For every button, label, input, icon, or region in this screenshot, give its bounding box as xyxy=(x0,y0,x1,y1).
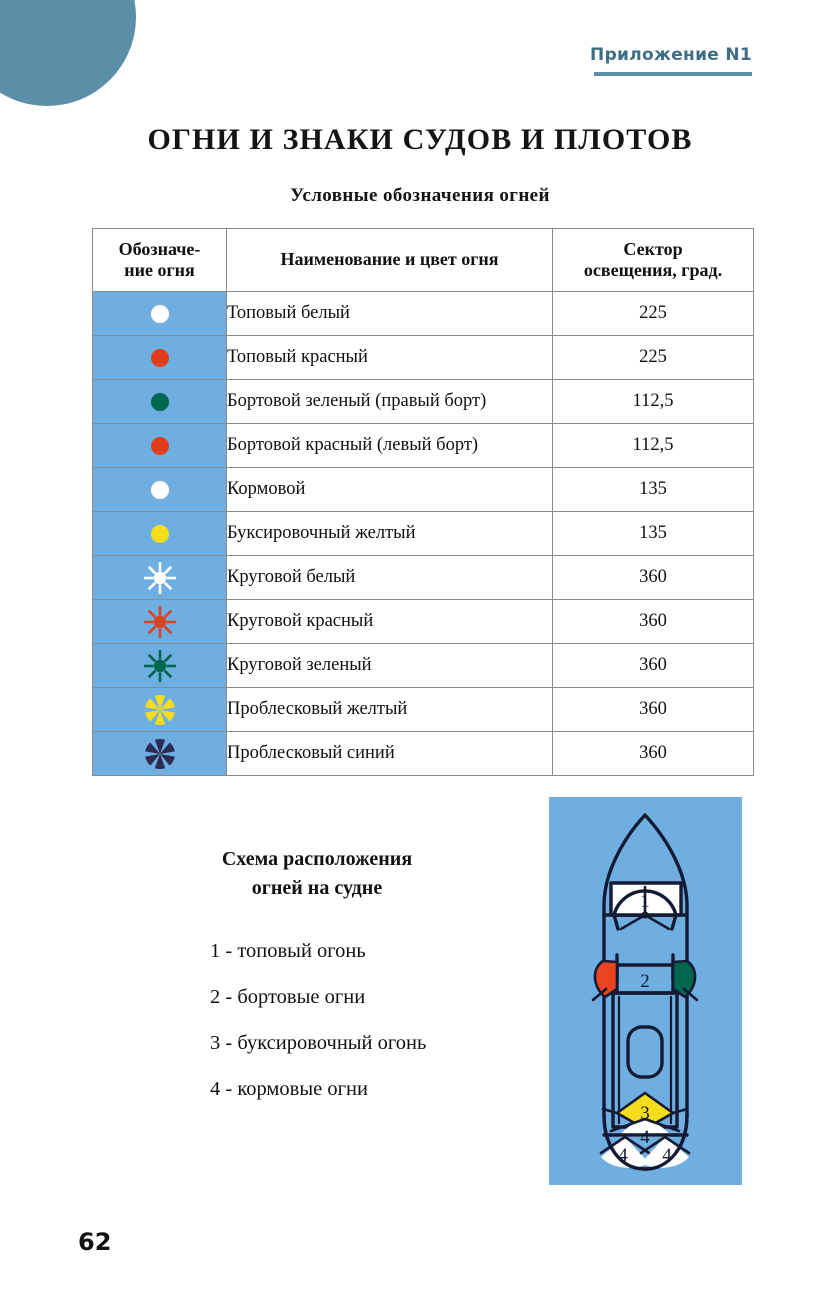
column-header-sector-line2: освещения, град. xyxy=(583,260,723,280)
cell-light-symbol xyxy=(93,732,227,776)
cell-light-sector: 135 xyxy=(553,512,754,556)
dot-light-icon xyxy=(143,297,177,331)
table-row xyxy=(93,512,754,556)
dot-light-icon xyxy=(143,473,177,507)
dot-light-icon xyxy=(143,517,177,551)
starburst-light-icon xyxy=(143,649,177,683)
light-symbol-wrapper xyxy=(143,737,177,771)
light-symbol-wrapper xyxy=(143,473,177,507)
lights-legend-table xyxy=(92,228,754,776)
table-row xyxy=(93,732,754,776)
diagram-label-stern-right: 4 xyxy=(662,1145,672,1166)
cell-light-symbol xyxy=(93,424,227,468)
column-header-name: Наименование и цвет огня xyxy=(227,229,553,292)
cell-light-symbol xyxy=(93,512,227,556)
cell-light-name: Буксировочный желтый xyxy=(227,512,553,556)
cell-light-symbol xyxy=(93,556,227,600)
light-symbol-wrapper xyxy=(143,341,177,375)
cell-light-sector: 360 xyxy=(553,600,754,644)
page-number: 62 xyxy=(78,1228,112,1256)
light-symbol-wrapper xyxy=(143,561,177,595)
masthead-light-point xyxy=(641,911,648,918)
cell-light-name: Круговой красный xyxy=(227,600,553,644)
cell-light-symbol xyxy=(93,468,227,512)
table-row xyxy=(93,380,754,424)
table-row xyxy=(93,336,754,380)
cell-light-sector: 360 xyxy=(553,732,754,776)
light-symbol-wrapper xyxy=(143,429,177,463)
ship-diagram-panel xyxy=(549,797,742,1185)
appendix-label: Приложение N1 xyxy=(590,45,752,65)
cell-light-sector: 135 xyxy=(553,468,754,512)
column-header-symbol xyxy=(93,229,227,292)
cell-light-name: Бортовой красный (левый борт) xyxy=(227,424,553,468)
light-symbol-wrapper xyxy=(143,517,177,551)
cell-light-name: Топовый красный xyxy=(227,336,553,380)
starburst-light-icon xyxy=(143,561,177,595)
cell-light-name: Топовый белый xyxy=(227,292,553,336)
appendix-header xyxy=(590,45,752,76)
list-item: 4 - кормовые огни xyxy=(210,1078,368,1100)
cell-light-name: Проблесковый синий xyxy=(227,732,553,776)
light-symbol-wrapper xyxy=(143,693,177,727)
table-row xyxy=(93,468,754,512)
decorative-corner-shape xyxy=(0,0,136,106)
cell-light-sector: 360 xyxy=(553,688,754,732)
cell-light-sector: 225 xyxy=(553,292,754,336)
table-row xyxy=(93,556,754,600)
cell-light-sector: 112,5 xyxy=(553,424,754,468)
diagram-label-sidelights: 2 xyxy=(640,971,650,992)
light-symbol-wrapper xyxy=(143,649,177,683)
diagram-label-masthead: 1 xyxy=(640,891,650,912)
column-header-symbol-line1: Обозначе- xyxy=(118,238,201,259)
page-title: ОГНИ И ЗНАКИ СУДОВ И ПЛОТОВ xyxy=(147,123,693,156)
scheme-legend-list xyxy=(210,940,540,1124)
cell-light-symbol xyxy=(93,688,227,732)
column-header-sector xyxy=(553,229,754,292)
table-row xyxy=(93,600,754,644)
cell-light-symbol xyxy=(93,644,227,688)
list-item: 2 - бортовые огни xyxy=(210,986,366,1008)
scheme-title-line1: Схема расположения xyxy=(221,848,413,870)
cell-light-symbol xyxy=(93,292,227,336)
ship-diagram xyxy=(549,797,742,1185)
cell-light-symbol xyxy=(93,380,227,424)
table-row xyxy=(93,644,754,688)
column-header-symbol-line2: ние огня xyxy=(124,260,195,280)
light-symbol-wrapper xyxy=(143,605,177,639)
cell-light-sector: 112,5 xyxy=(553,380,754,424)
diagram-label-stern-center: 4 xyxy=(640,1127,650,1148)
table-row xyxy=(93,424,754,468)
light-symbol-wrapper xyxy=(143,385,177,419)
scheme-title xyxy=(172,845,462,903)
cell-light-sector: 360 xyxy=(553,556,754,600)
starburst-light-icon xyxy=(143,605,177,639)
dot-light-icon xyxy=(143,341,177,375)
appendix-underline xyxy=(594,72,752,76)
light-symbol-wrapper xyxy=(143,297,177,331)
page-subtitle: Условные обозначения огней xyxy=(290,185,550,206)
diagram-label-stern-left: 4 xyxy=(618,1145,628,1166)
list-item: 1 - топовый огонь xyxy=(210,940,366,962)
pinwheel-light-icon xyxy=(143,693,177,727)
column-header-sector-line1: Сектор xyxy=(623,238,683,259)
table-header-row xyxy=(93,229,754,292)
cell-light-symbol xyxy=(93,600,227,644)
cell-light-name: Круговой зеленый xyxy=(227,644,553,688)
cell-light-name: Кормовой xyxy=(227,468,553,512)
list-item: 3 - буксировочный огонь xyxy=(210,1032,427,1054)
cargo-hatch xyxy=(628,1027,662,1077)
table-body xyxy=(93,292,754,776)
pinwheel-light-icon xyxy=(143,737,177,771)
table-row xyxy=(93,292,754,336)
cell-light-name: Проблесковый желтый xyxy=(227,688,553,732)
cell-light-symbol xyxy=(93,336,227,380)
table-row xyxy=(93,688,754,732)
scheme-title-line2: огней на судне xyxy=(251,877,383,899)
diagram-label-towing: 3 xyxy=(640,1103,650,1124)
cell-light-sector: 360 xyxy=(553,644,754,688)
cell-light-name: Бортовой зеленый (правый борт) xyxy=(227,380,553,424)
cell-light-sector: 225 xyxy=(553,336,754,380)
dot-light-icon xyxy=(143,429,177,463)
dot-light-icon xyxy=(143,385,177,419)
cell-light-name: Круговой белый xyxy=(227,556,553,600)
